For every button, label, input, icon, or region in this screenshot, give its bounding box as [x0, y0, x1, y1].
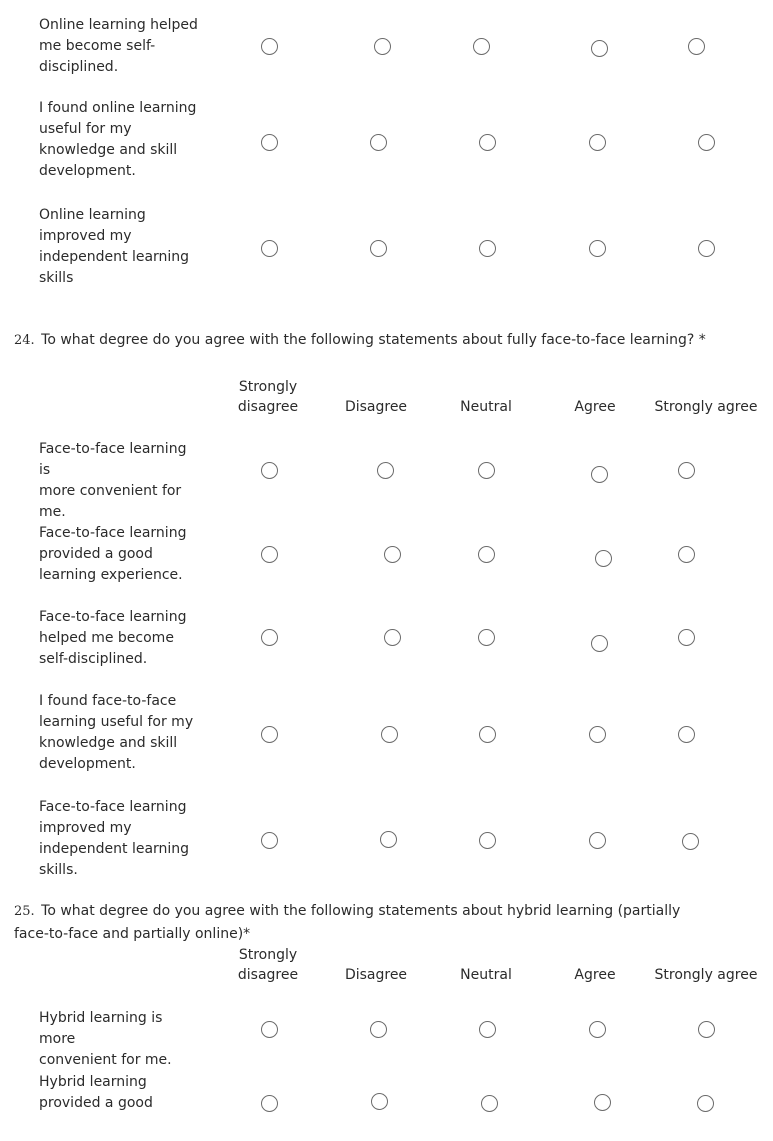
- label-line: me.: [39, 504, 66, 520]
- q24-row1-agree-radio[interactable]: [591, 466, 608, 483]
- label-line: development.: [39, 756, 136, 772]
- q24-row2-agree-radio[interactable]: [595, 550, 612, 567]
- q24-header-neutral: [441, 397, 531, 417]
- q25-header-agree: [550, 965, 640, 985]
- label-line: Online learning helped: [39, 17, 198, 33]
- q24-header-disagree: [331, 397, 421, 417]
- q23-row1-disagree-radio[interactable]: [374, 38, 391, 55]
- q23-row1-neutral-radio[interactable]: [473, 38, 490, 55]
- q25-header-disagree: [331, 965, 421, 985]
- q24-row4-strongly-agree-radio[interactable]: [678, 726, 695, 743]
- q25-row1-strongly-disagree-radio[interactable]: [261, 1021, 278, 1038]
- label-line: independent learning: [39, 249, 190, 265]
- q24-row1-strongly-disagree-radio[interactable]: [261, 462, 278, 479]
- header-line: Strongly agree: [654, 399, 758, 415]
- q24-row3-strongly-agree-radio[interactable]: [678, 629, 695, 646]
- header-line: Neutral: [460, 967, 512, 983]
- q24-row1-disagree-radio[interactable]: [377, 462, 394, 479]
- header-line: Strongly agree: [654, 967, 758, 983]
- q24-row4-strongly-disagree-radio[interactable]: [261, 726, 278, 743]
- header-line: Disagree: [344, 399, 408, 415]
- q24-row3-strongly-disagree-radio[interactable]: [261, 629, 278, 646]
- q23-row3-disagree-radio[interactable]: [370, 240, 387, 257]
- label-line: skills.: [39, 862, 78, 878]
- question-text: To what degree do you agree with the following statements about hybrid learning (partially: [41, 903, 681, 919]
- label-line: disciplined.: [39, 59, 119, 75]
- q24-row4-disagree-radio[interactable]: [381, 726, 398, 743]
- label-line: knowledge and skill: [39, 142, 178, 158]
- q25-row-1-label: [39, 1008, 199, 1071]
- q25-row2-strongly-disagree-radio[interactable]: [261, 1095, 278, 1112]
- label-line: self-disciplined.: [39, 651, 148, 667]
- q24-row2-strongly-agree-radio[interactable]: [678, 546, 695, 563]
- label-line: improved my: [39, 820, 132, 836]
- q24-row1-neutral-radio[interactable]: [478, 462, 495, 479]
- q25-row1-neutral-radio[interactable]: [479, 1021, 496, 1038]
- q24-header-strongly-disagree: [223, 377, 313, 417]
- q23-row2-agree-radio[interactable]: [589, 134, 606, 151]
- label-line: Face-to-face learning: [39, 799, 187, 815]
- q23-row3-strongly-disagree-radio[interactable]: [261, 240, 278, 257]
- q23-row3-agree-radio[interactable]: [589, 240, 606, 257]
- q24-row3-agree-radio[interactable]: [591, 635, 608, 652]
- label-line: development.: [39, 163, 136, 179]
- q23-row2-disagree-radio[interactable]: [370, 134, 387, 151]
- question-number: 24.: [14, 333, 35, 348]
- q25-row1-disagree-radio[interactable]: [370, 1021, 387, 1038]
- q23-row3-strongly-agree-radio[interactable]: [698, 240, 715, 257]
- header-line: Neutral: [460, 399, 512, 415]
- label-line: Face-to-face learning: [39, 609, 187, 625]
- header-line: Strongly: [238, 379, 298, 395]
- q24-row5-strongly-agree-radio[interactable]: [682, 833, 699, 850]
- header-line: Agree: [574, 399, 616, 415]
- q25-row2-agree-radio[interactable]: [594, 1094, 611, 1111]
- q23-row-1-label: [39, 15, 199, 78]
- label-line: useful for my: [39, 121, 132, 137]
- q24-row5-neutral-radio[interactable]: [479, 832, 496, 849]
- label-line: Hybrid learning: [39, 1074, 147, 1090]
- q24-row2-strongly-disagree-radio[interactable]: [261, 546, 278, 563]
- label-line: I found online learning: [39, 100, 197, 116]
- q23-row-2-label: [39, 98, 199, 182]
- q24-row5-disagree-radio[interactable]: [380, 831, 397, 848]
- q25-row2-strongly-agree-radio[interactable]: [697, 1095, 714, 1112]
- q23-row3-neutral-radio[interactable]: [479, 240, 496, 257]
- label-line: more convenient for: [39, 483, 182, 499]
- label-line: helped me become: [39, 630, 174, 646]
- q24-header-strongly-agree: [652, 397, 760, 417]
- label-line: improved my: [39, 228, 132, 244]
- q24-header-agree: [550, 397, 640, 417]
- q24-row5-agree-radio[interactable]: [589, 832, 606, 849]
- q25-header-neutral: [441, 965, 531, 985]
- q24-row-1-label: [39, 439, 199, 523]
- q23-row2-neutral-radio[interactable]: [479, 134, 496, 151]
- q24-row2-neutral-radio[interactable]: [478, 546, 495, 563]
- q24-title: [14, 329, 714, 352]
- q23-row1-strongly-disagree-radio[interactable]: [261, 38, 278, 55]
- q25-row1-agree-radio[interactable]: [589, 1021, 606, 1038]
- label-line: learning useful for my: [39, 714, 194, 730]
- label-line: skills: [39, 270, 74, 286]
- q25-row2-disagree-radio[interactable]: [371, 1093, 388, 1110]
- q24-row-4-label: [39, 691, 199, 775]
- q23-row1-strongly-agree-radio[interactable]: [688, 38, 705, 55]
- q23-row2-strongly-disagree-radio[interactable]: [261, 134, 278, 151]
- q25-row-2-label: [39, 1072, 199, 1114]
- label-line: knowledge and skill: [39, 735, 178, 751]
- label-line: provided a good: [39, 1095, 153, 1111]
- header-line: disagree: [237, 399, 299, 415]
- q25-row1-strongly-agree-radio[interactable]: [698, 1021, 715, 1038]
- label-line: Hybrid learning is more: [39, 1010, 163, 1047]
- q23-row2-strongly-agree-radio[interactable]: [698, 134, 715, 151]
- q25-header-strongly-agree: [652, 965, 760, 985]
- q24-row-3-label: [39, 607, 199, 670]
- label-line: convenient for me.: [39, 1052, 172, 1068]
- question-line: [14, 900, 714, 923]
- header-line: disagree: [237, 967, 299, 983]
- question-text: face-to-face and partially online)*: [14, 926, 251, 942]
- label-line: I found face-to-face: [39, 693, 177, 709]
- q24-row3-disagree-radio[interactable]: [384, 629, 401, 646]
- q25-title: [14, 900, 714, 945]
- q24-row-2-label: [39, 523, 199, 586]
- q24-row2-disagree-radio[interactable]: [384, 546, 401, 563]
- label-line: Online learning: [39, 207, 146, 223]
- label-line: independent learning: [39, 841, 190, 857]
- q25-row2-neutral-radio[interactable]: [481, 1095, 498, 1112]
- label-line: learning experience.: [39, 567, 183, 583]
- label-line: me become self-: [39, 38, 156, 54]
- header-line: Disagree: [344, 967, 408, 983]
- header-line: Strongly: [238, 947, 298, 963]
- q23-row1-agree-radio[interactable]: [591, 40, 608, 57]
- q24-row-5-label: [39, 797, 199, 881]
- q24-row4-agree-radio[interactable]: [589, 726, 606, 743]
- label-line: provided a good: [39, 546, 153, 562]
- q24-row3-neutral-radio[interactable]: [478, 629, 495, 646]
- q24-row5-strongly-disagree-radio[interactable]: [261, 832, 278, 849]
- question-text: To what degree do you agree with the following statements about fully face-to-face learning? *: [41, 332, 706, 348]
- label-line: Face-to-face learning is: [39, 441, 187, 478]
- question-number: 25.: [14, 904, 35, 919]
- q24-row1-strongly-agree-radio[interactable]: [678, 462, 695, 479]
- header-line: Agree: [574, 967, 616, 983]
- label-line: Face-to-face learning: [39, 525, 187, 541]
- q24-row4-neutral-radio[interactable]: [479, 726, 496, 743]
- q23-row-3-label: [39, 205, 199, 289]
- q25-header-strongly-disagree: [223, 945, 313, 985]
